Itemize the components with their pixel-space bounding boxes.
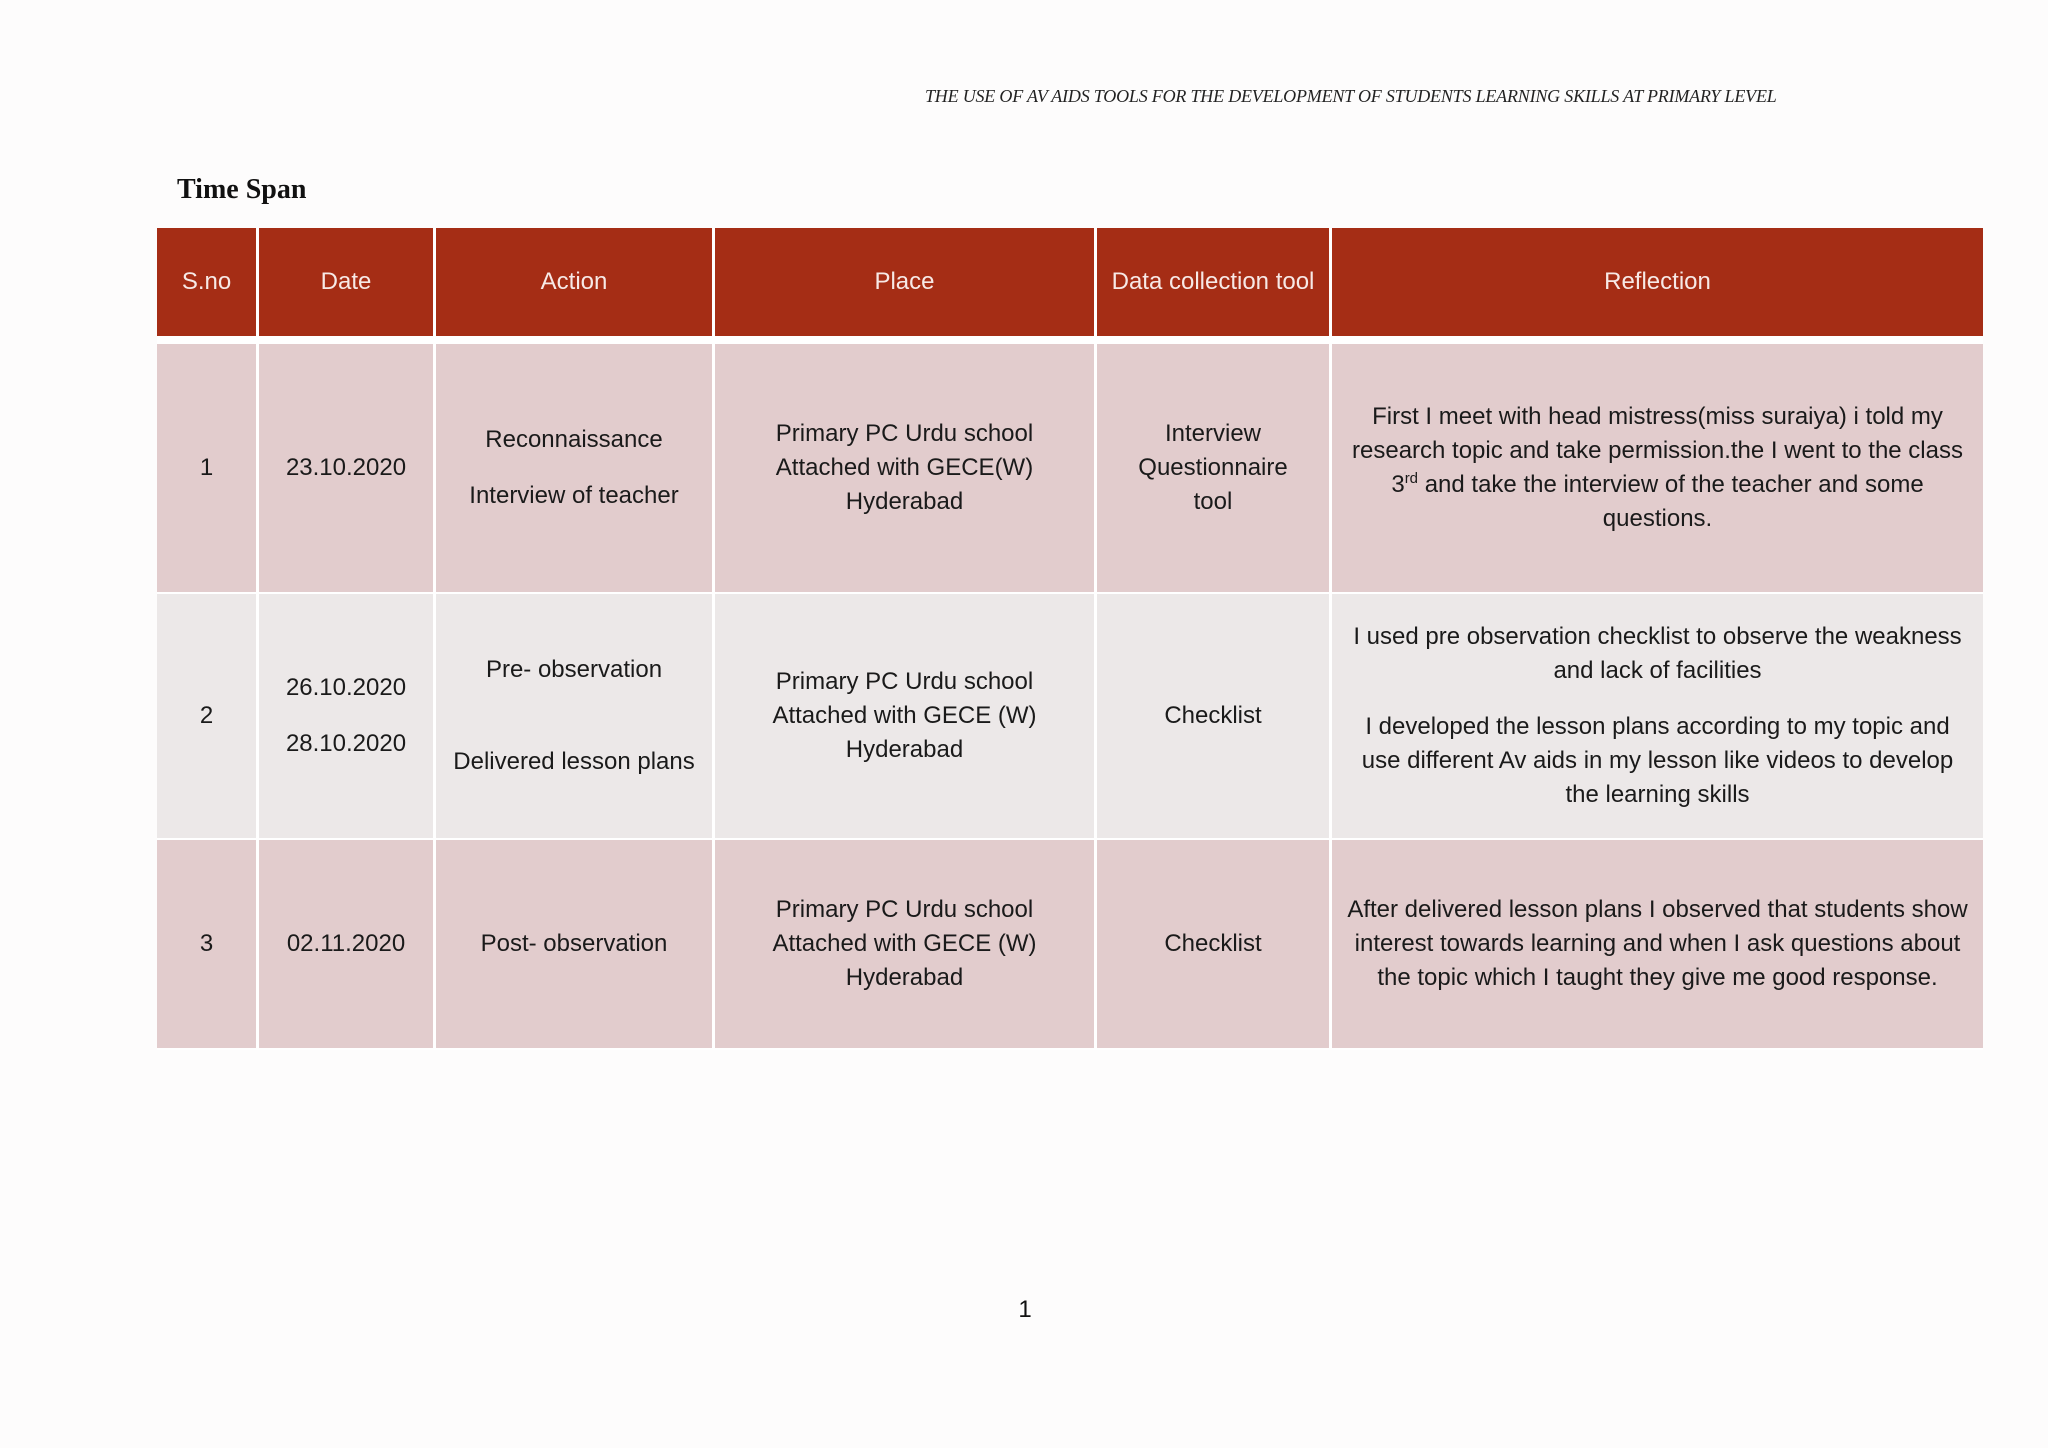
- reflection-text: First I meet with head mistress(miss suraiya) i told my research topic and take permission.the I went to the class 3: [1352, 403, 1963, 498]
- date-text: 02.11.2020: [286, 930, 406, 957]
- spacer: [450, 457, 698, 479]
- cell-sno: 1: [157, 344, 259, 594]
- cell-place: [715, 840, 1097, 1050]
- place-line: Attached with GECE (W): [772, 930, 1037, 957]
- column-header-date: Date: [259, 228, 436, 344]
- place-line: Attached with GECE (W): [772, 702, 1037, 729]
- cell-date: [259, 594, 436, 840]
- cell-tool: [1097, 344, 1332, 594]
- cell-date: [259, 344, 436, 594]
- table-row: [157, 344, 1983, 594]
- cell-date: [259, 840, 436, 1050]
- reflection-paragraph: After delivered lesson plans I observed that students show interest towards learning and when I ask questions about the topic which I taught they give me good response.: [1347, 896, 1968, 991]
- cell-action: [436, 594, 715, 840]
- spacer: [273, 705, 419, 727]
- time-span-table: [157, 228, 1983, 1050]
- action-text: Delivered lesson plans: [453, 748, 695, 775]
- spacer: [450, 687, 698, 745]
- date-text: 26.10.2020: [285, 674, 407, 701]
- place-line: Hyderabad: [845, 736, 964, 763]
- action-text: Post- observation: [480, 930, 668, 957]
- column-header-action: Action: [436, 228, 715, 344]
- table-header-row: [157, 228, 1983, 344]
- cell-place: [715, 344, 1097, 594]
- tool-line: Checklist: [1164, 702, 1262, 729]
- place-line: Hyderabad: [845, 964, 964, 991]
- date-text: 23.10.2020: [285, 454, 407, 481]
- tool-line: Checklist: [1164, 930, 1262, 957]
- action-text: Reconnaissance: [485, 426, 663, 453]
- place-line: Primary PC Urdu school: [775, 668, 1034, 695]
- tool-line: tool: [1193, 488, 1233, 515]
- cell-tool: [1097, 840, 1332, 1050]
- reflection-paragraph: I used pre observation checklist to observe the weakness and lack of facilities: [1353, 623, 1962, 684]
- table-row: [157, 840, 1983, 1050]
- ordinal-suffix: rd: [1404, 470, 1419, 487]
- column-header-reflection: Reflection: [1332, 228, 1983, 344]
- column-header-data-collection-tool: Data collection tool: [1097, 228, 1332, 344]
- cell-tool: [1097, 594, 1332, 840]
- place-line: Primary PC Urdu school: [775, 896, 1034, 923]
- cell-reflection: [1332, 840, 1983, 1050]
- table-row: [157, 594, 1983, 840]
- date-text: 28.10.2020: [285, 730, 407, 757]
- reflection-text: and take the interview of the teacher and some questions.: [1418, 471, 1924, 532]
- action-text: Pre- observation: [485, 656, 663, 683]
- place-line: Primary PC Urdu school: [775, 420, 1034, 447]
- cell-reflection: [1332, 594, 1983, 840]
- section-title: Time Span: [177, 174, 307, 205]
- page-number: 1: [1018, 1296, 1032, 1323]
- tool-line: Questionnaire: [1138, 454, 1288, 481]
- action-text: Interview of teacher: [469, 482, 679, 509]
- running-header: THE USE OF AV AIDS TOOLS FOR THE DEVELOPMENT OF STUDENTS LEARNING SKILLS AT PRIMARY LEVEL: [925, 86, 1777, 106]
- cell-place: [715, 594, 1097, 840]
- tool-line: Interview: [1164, 420, 1262, 447]
- place-line: Attached with GECE(W): [775, 454, 1034, 481]
- reflection-paragraph: I developed the lesson plans according to my topic and use different Av aids in my lesson like videos to develop the learning skills: [1361, 713, 1954, 808]
- cell-sno: 3: [157, 840, 259, 1050]
- place-line: Hyderabad: [845, 488, 964, 515]
- cell-reflection: [1332, 344, 1983, 594]
- cell-action: [436, 840, 715, 1050]
- cell-sno: 2: [157, 594, 259, 840]
- column-header-sno: S.no: [157, 228, 259, 344]
- cell-action: [436, 344, 715, 594]
- column-header-place: Place: [715, 228, 1097, 344]
